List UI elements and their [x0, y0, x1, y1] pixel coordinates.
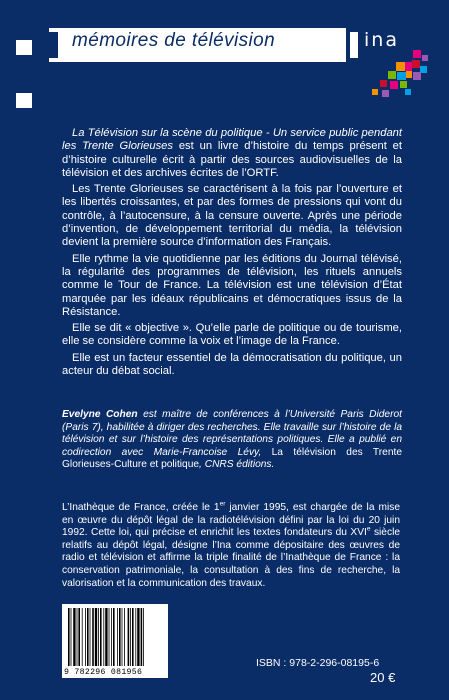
- barcode-bar: [111, 608, 112, 666]
- barcode-digits: 9 782296 081956: [64, 668, 143, 677]
- barcode-bar: [113, 608, 115, 666]
- cited-book-title: La télévision des Trente Glorieuses-Culture et politique: [62, 446, 402, 471]
- barcode-bar: [68, 608, 70, 666]
- barcode-bar: [119, 608, 121, 666]
- ina-logo-text: ina: [364, 29, 399, 51]
- barcode-bar: [90, 608, 91, 666]
- barcode-bar: [141, 608, 143, 666]
- barcode-bar: [109, 608, 110, 666]
- author-bio: Evelyne Cohen est maître de conférences à l’Université Paris Diderot (Paris 7), habilitée à diriger des recherches. Elle travaille sur l’histoire de la télévision et sur l’histoire des représentations politiques. Elle a publié en codirection avec Marie-Francoise Lévy, La télévision des Trente Glorieuses-Culture et politique, CNRS éditions.: [62, 409, 402, 471]
- barcode-bar: [98, 608, 99, 666]
- barcode-bar: [117, 608, 118, 666]
- ina-logo-bar: [350, 32, 358, 58]
- banner-accent-bar: [49, 32, 58, 58]
- inatheque-note: L’Inathèque de France, créée le 1er janvier 1995, est chargée de la mise en œuvre du dépôt légal de la radiotélévision défini par la loi du 20 juin 1992. Cette loi, qui précise et enrichit les textes fondateurs du XVIe siècle relatifs au dépôt légal, désigne l’Ina comme dépositaire des œuvres de radio et télévision et affirme la triple finalité de l’Inathèque de France : la conservation patrimoniale, la consultation à des fins de recherche, la valorisation et la communication des travaux.: [62, 500, 400, 589]
- summary-paragraph: La Télévision sur la scène du politique - Un service public pendant les Trente Glorieuses est un livre d’histoire du temps présent et d’histoire culturelle écrit à partir des sources audiovisuelles de la télévision et des archives écrites de l’ORTF.: [62, 127, 402, 179]
- barcode-bar: [137, 608, 139, 666]
- barcode-bar: [78, 608, 80, 666]
- barcode-bar: [85, 608, 86, 666]
- barcode-bar: [82, 608, 83, 666]
- barcode-bar: [122, 608, 123, 666]
- barcode-bar: [73, 608, 75, 666]
- barcode-bar: [103, 608, 104, 666]
- barcode-bars: [68, 608, 162, 666]
- barcode-bar: [95, 608, 97, 666]
- barcode-bar: [71, 608, 72, 666]
- barcode-bar: [132, 608, 134, 666]
- barcode: [62, 604, 168, 678]
- white-square-decoration: [16, 40, 32, 55]
- barcode-bar: [128, 608, 130, 666]
- summary-paragraph: Elle est un facteur essentiel de la démocratisation du politique, un acteur du débat social.: [62, 351, 402, 378]
- barcode-bar: [92, 608, 94, 666]
- barcode-bar: [100, 608, 102, 666]
- summary-paragraph: Elle se dit « objective ». Qu’elle parle de politique ou de tourisme, elle se considère comme la voix et l’image de la France.: [62, 322, 402, 348]
- barcode-bar: [130, 608, 131, 666]
- summary-paragraph: Elle rythme la vie quotidienne par les éditions du Journal télévisé, la régularité des programmes de télévision, les rituels annuels comme le Tour de France. La télévision est une télévision d’État marquée par les idéaux républicains et démocratiques issus de la Résistance.: [62, 252, 402, 318]
- barcode-bar: [143, 608, 144, 666]
- author-name: Evelyne Cohen: [62, 409, 138, 420]
- series-title: mémoires de télévision: [72, 30, 276, 51]
- barcode-bar: [135, 608, 136, 666]
- barcode-bar: [105, 608, 107, 666]
- book-summary: [62, 127, 402, 381]
- barcode-bar: [124, 608, 125, 666]
- barcode-bar: [77, 608, 78, 666]
- white-square-decoration: [16, 93, 32, 108]
- barcode-bar: [87, 608, 89, 666]
- summary-paragraph: Les Trente Glorieuses se caractérisent à la fois par l’ouverture et les libertés croissantes, et par des formes de pressions qui vont du contrôle, à l’autocensure, à la censure ouverte. Après une période d’invention, de développement territorial du média, la télévision devient la première source d’information des Français.: [62, 183, 402, 249]
- price: 20 €: [370, 670, 396, 685]
- isbn: ISBN : 978-2-296-08195-6: [256, 657, 380, 669]
- book-title-inline: La Télévision sur la scène du politique - Un service public pendant les Trente Glorieuses: [62, 127, 402, 153]
